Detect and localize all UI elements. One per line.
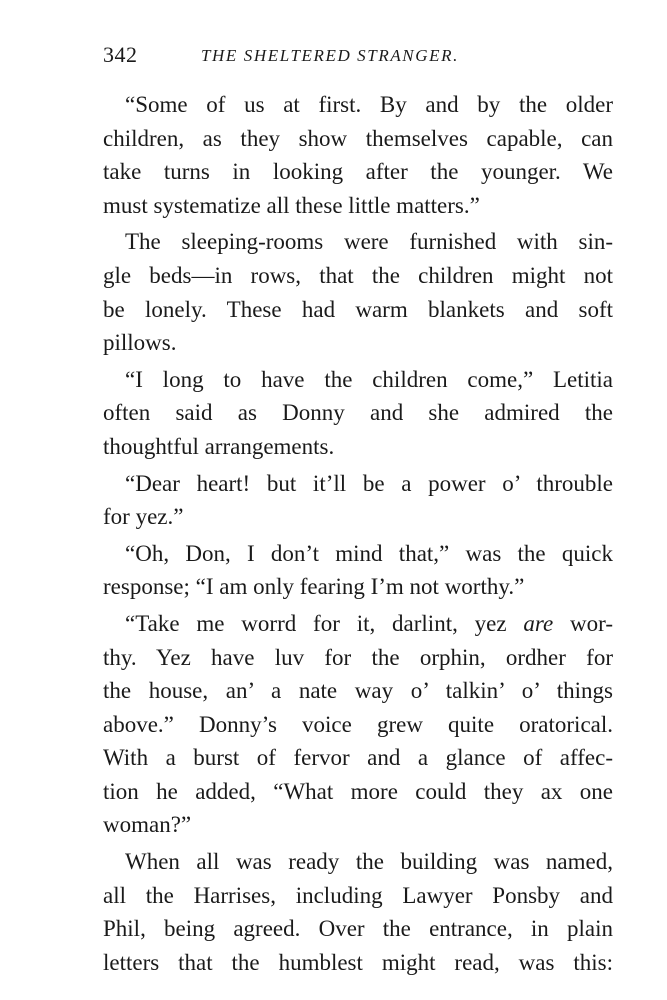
text-line: be lonely. These had warm blankets and soft — [103, 296, 613, 322]
text-line: tion he added, “What more could they ax one — [103, 778, 613, 804]
paragraph — [103, 88, 613, 222]
paragraph — [103, 225, 613, 359]
paragraph — [103, 467, 613, 534]
text-line: pillows. — [103, 330, 177, 356]
text-line: all the Harrises, including Lawyer Ponsby and — [103, 882, 613, 908]
text-line: Phil, being agreed. Over the entrance, in plain — [103, 916, 613, 942]
text-line: children, as they show themselves capable, can — [103, 125, 613, 151]
text-line: “Some of us at first. By and by the older — [125, 92, 613, 117]
body-text — [103, 88, 613, 979]
text-line: thy. Yez have luv for the orphin, ordher for — [103, 644, 613, 670]
paragraph — [103, 607, 613, 842]
text-line — [103, 607, 613, 641]
text-line: must systematize all these little matters.” — [103, 192, 480, 218]
text-line: gle beds—in rows, that the children might not — [103, 262, 613, 288]
text-line: When all was ready the building was named, — [125, 849, 613, 875]
book-page — [103, 40, 613, 982]
text-line: thoughtful arrangements. — [103, 433, 335, 459]
paragraph — [103, 537, 613, 604]
text-line: response; “I am only fearing I’m not worthy.” — [103, 574, 525, 600]
page-number: 342 — [103, 42, 138, 67]
text-line: woman?” — [103, 812, 192, 838]
text-line: for yez.” — [103, 504, 184, 530]
text-line: letters that the humblest might read, was this: — [103, 949, 613, 975]
text-line: take turns in looking after the younger. We — [103, 159, 613, 185]
text-line: often said as Donny and she admired the — [103, 400, 613, 426]
text-line: “Oh, Don, I don’t mind that,” was the quick — [125, 540, 613, 566]
paragraph — [103, 363, 613, 464]
running-head: THE SHELTERED STRANGER. — [201, 46, 459, 65]
text-line: “Dear heart! but it’ll be a power o’ throuble — [125, 470, 613, 496]
text-line: above.” Donny’s voice grew quite oratorical. — [103, 711, 613, 737]
emphasized-word: are — [523, 610, 554, 636]
page-header — [103, 40, 613, 74]
text-line: The sleeping-rooms were furnished with sin- — [125, 229, 613, 255]
text-segment: “Take me worrd for it, darlint, yez — [125, 610, 524, 636]
text-line: “I long to have the children come,” Letitia — [125, 366, 613, 392]
paragraph — [103, 845, 613, 979]
text-line: With a burst of fervor and a glance of affec- — [103, 745, 613, 771]
text-line: the house, an’ a nate way o’ talkin’ o’ things — [103, 678, 613, 704]
text-segment: wor- — [553, 610, 614, 636]
